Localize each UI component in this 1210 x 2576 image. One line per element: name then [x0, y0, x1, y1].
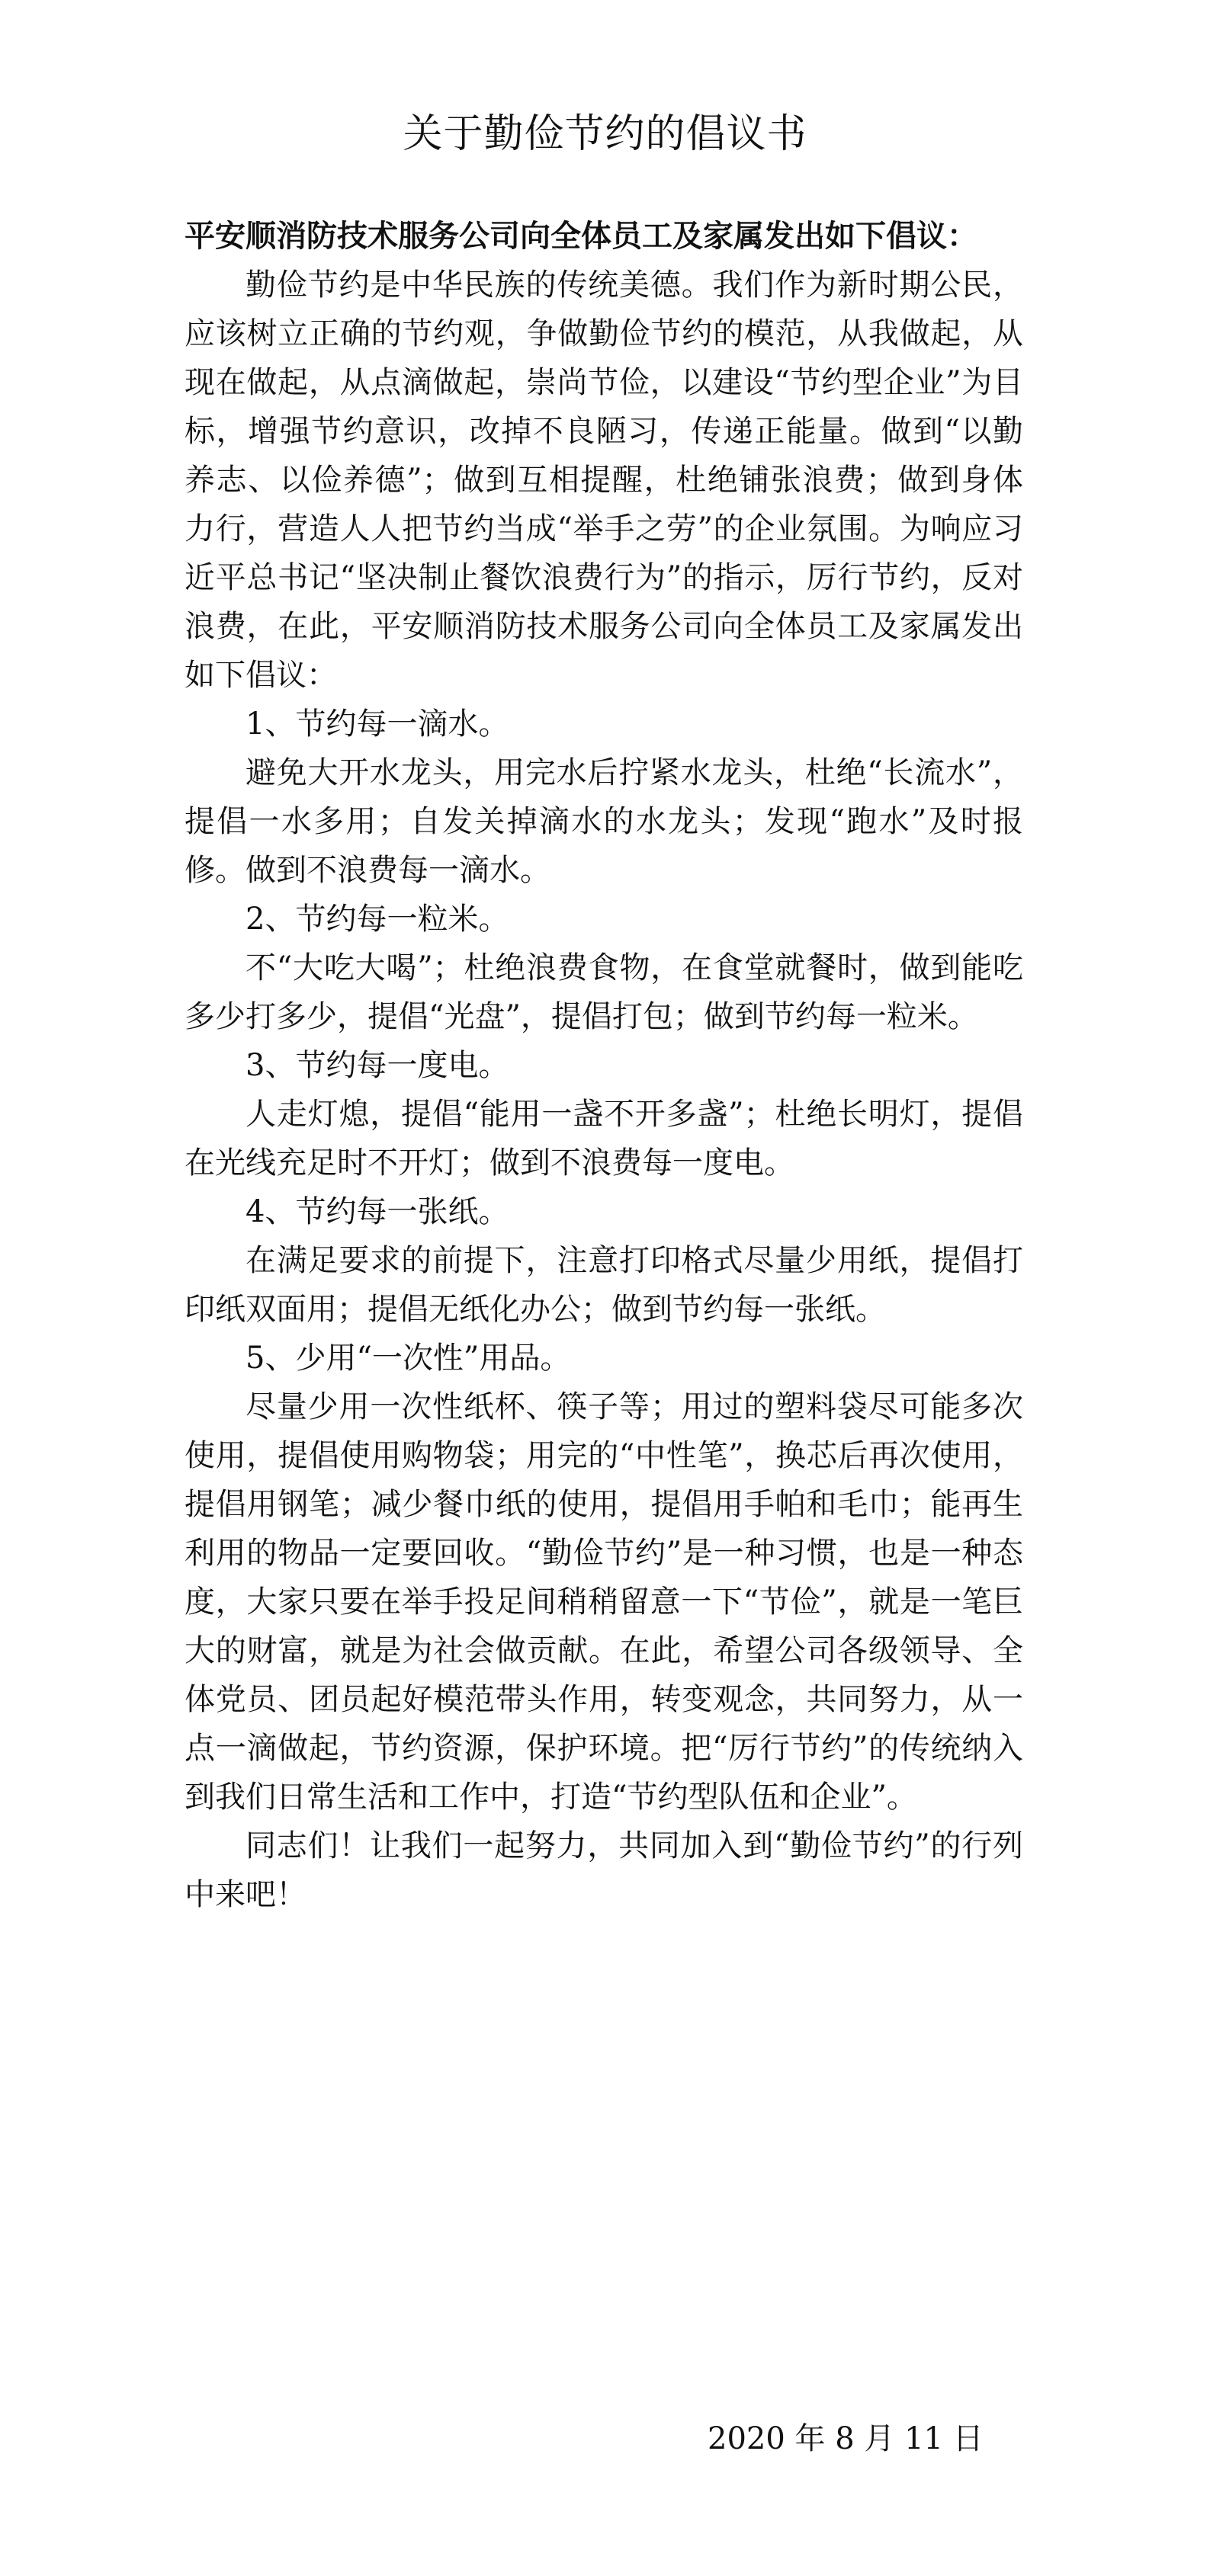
heading-save-rice: 2、节约每一粒米。: [246, 902, 509, 937]
paragraph-save-electricity: 人走灯熄，提倡“能用一盏不开多盏”；杜绝长明灯，提倡在光线充足时不开灯；做到不浪费每一度电。: [185, 1097, 1023, 1181]
document-date: 2020 年 8 月 11 日: [708, 2421, 984, 2456]
paragraph-save-water: 避免大开水龙头，用完水后拧紧水龙头，杜绝“长流水”，提倡一水多用；自发关掉滴水的水龙头；发现“跑水”及时报修。做到不浪费每一滴水。: [185, 755, 1023, 888]
heading-save-paper: 4、节约每一张纸。: [246, 1194, 509, 1229]
heading-save-water: 1、节约每一滴水。: [246, 706, 509, 742]
heading-disposables: 5、少用“一次性”用品。: [246, 1341, 571, 1376]
document-title: 关于勤俭节约的倡议书: [403, 111, 807, 157]
paragraph-save-rice: 不“大吃大喝”；杜绝浪费食物，在食堂就餐时，做到能吃多少打多少，提倡“光盘”，提倡打包；做到节约每一粒米。: [185, 950, 1023, 1034]
paragraph-disposables: 尽量少用一次性纸杯、筷子等；用过的塑料袋尽可能多次使用，提倡使用购物袋；用完的“中性笔”，换芯后再次使用，提倡用钢笔；减少餐巾纸的使用，提倡用手帕和毛巾；能再生利用的物品一定要回收。“勤俭节约”是一种习惯，也是一种态度，大家只要在举手投足间稍稍留意一下“节俭”，就是一笔巨大的财富，就是为社会做贡献。在此，希望公司各级领导、全体党员、团员起好模范带头作用，转变观念，共同努力，从一点一滴做起，节约资源，保护环境。把“厉行节约”的传统纳入到我们日常生活和工作中，打造“节约型队伍和企业”。: [185, 1389, 1023, 1815]
document-body: [185, 212, 1023, 1919]
paragraph-save-paper: 在满足要求的前提下，注意打印格式尽量少用纸，提倡打印纸双面用；提倡无纸化办公；做到节约每一张纸。: [185, 1243, 1023, 1327]
paragraph-closing: 同志们！让我们一起努力，共同加入到“勤俭节约”的行列中来吧！: [185, 1828, 1023, 1912]
paragraph-preamble: 勤俭节约是中华民族的传统美德。我们作为新时期公民，应该树立正确的节约观，争做勤俭节约的模范，从我做起，从现在做起，从点滴做起，崇尚节俭，以建设“节约型企业”为目标，增强节约意识，改掉不良陋习，传递正能量。做到“以勤养志、以俭养德”；做到互相提醒，杜绝铺张浪费；做到身体力行，营造人人把节约当成“举手之劳”的企业氛围。为响应习近平总书记“坚决制止餐饮浪费行为”的指示，厉行节约，反对浪费，在此，平安顺消防技术服务公司向全体员工及家属发出如下倡议：: [185, 268, 1023, 693]
intro-paragraph: 平安顺消防技术服务公司向全体员工及家属发出如下倡议：: [185, 219, 977, 254]
heading-save-electricity: 3、节约每一度电。: [246, 1048, 509, 1083]
